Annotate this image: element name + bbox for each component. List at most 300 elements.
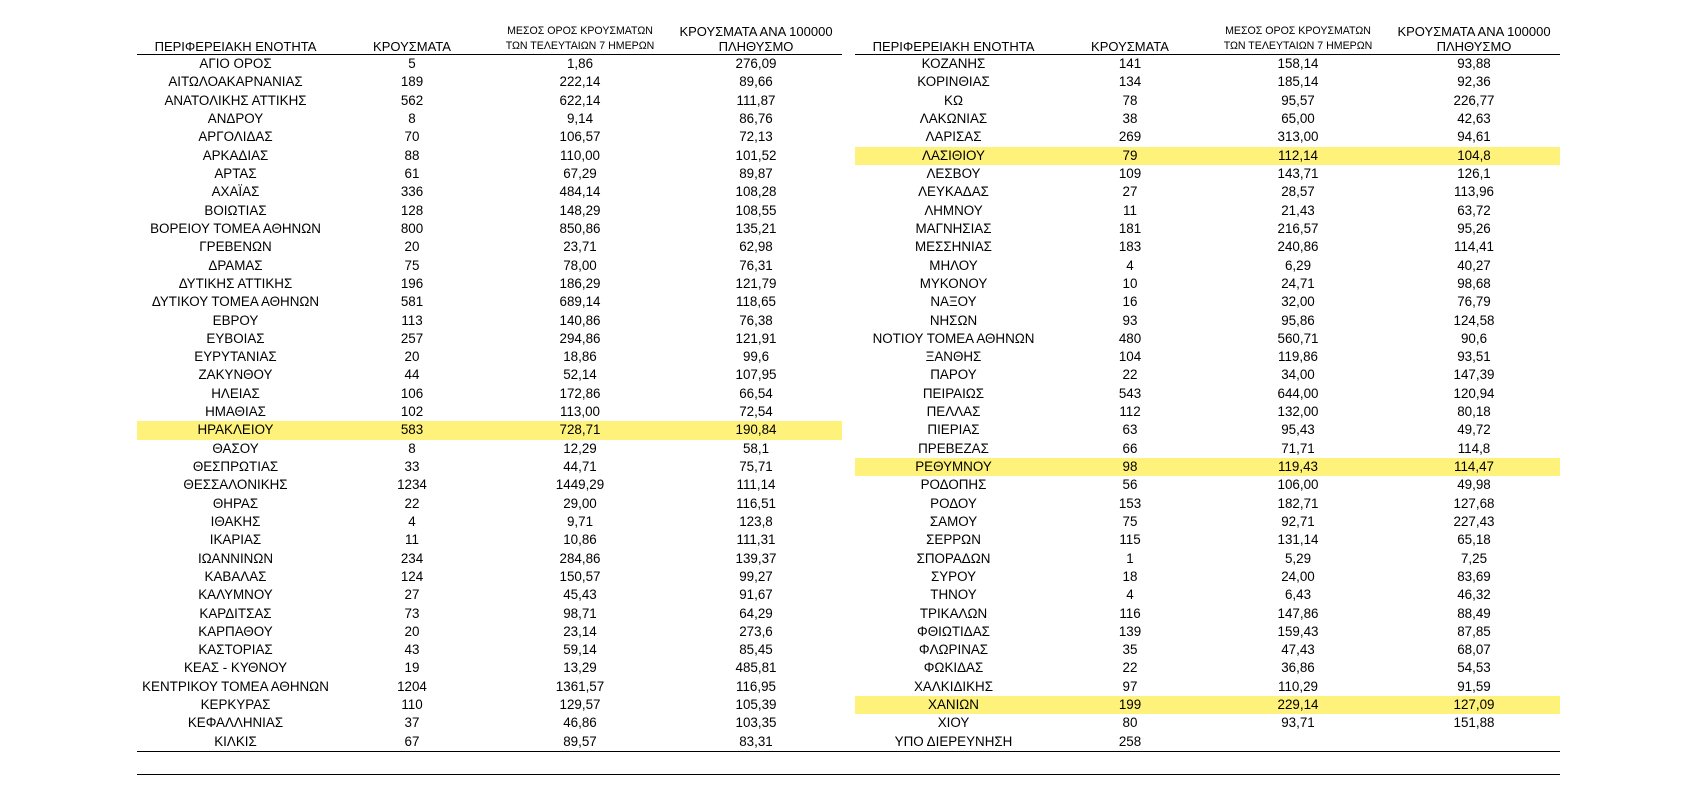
cell-cases: 153 — [1118, 495, 1142, 511]
cell-region: ΚΩ — [944, 92, 963, 108]
cell-avg7: 6,43 — [1284, 587, 1312, 603]
cell-per100k: 80,18 — [1457, 404, 1491, 420]
cell-region: ΚΙΛΚΙΣ — [214, 733, 257, 749]
cell-region: ΣΑΜΟΥ — [929, 513, 978, 529]
cell-avg7: 9,14 — [566, 111, 594, 127]
cell-avg7: 182,71 — [1277, 495, 1319, 511]
table-row — [137, 220, 842, 238]
tables-container — [137, 24, 1560, 751]
table-row — [137, 513, 842, 531]
cell-avg7: 110,29 — [1278, 678, 1318, 694]
cell-avg7: 65,00 — [1281, 111, 1315, 127]
table-row — [137, 421, 842, 439]
cell-region: ΚΑΒΑΛΑΣ — [204, 568, 267, 584]
table-bottom-rule — [137, 751, 1560, 752]
cell-per100k: 58,1 — [742, 440, 770, 456]
cell-cases: 22 — [1122, 367, 1138, 383]
cell-cases: 97 — [1122, 678, 1138, 694]
cell-per100k: 76,79 — [1457, 294, 1491, 310]
table-row — [855, 440, 1560, 458]
header-region: ΠΕΡΙΦΕΡΕΙΑΚΗ ΕΝΟΤΗΤΑ — [137, 24, 334, 55]
cell-per100k: 93,88 — [1457, 56, 1491, 72]
cell-per100k: 124,58 — [1453, 312, 1495, 328]
table-row — [137, 183, 842, 201]
cell-cases: 115 — [1119, 532, 1141, 548]
cell-avg7: 172,86 — [559, 385, 601, 401]
cell-cases: 22 — [404, 495, 420, 511]
cell-per100k: 135,21 — [735, 220, 777, 236]
cell-avg7: 36,86 — [1281, 660, 1315, 676]
table-row — [855, 73, 1560, 91]
cell-per100k: 72,13 — [739, 129, 773, 145]
cell-avg7: 119,43 — [1208, 458, 1388, 476]
cell-region: ΗΡΑΚΛΕΙΟΥ — [137, 421, 334, 439]
cell-cases: 336 — [400, 184, 424, 200]
cell-region: ΤΗΝΟΥ — [930, 587, 977, 603]
table-row — [137, 147, 842, 165]
cell-avg7: 158,14 — [1277, 56, 1319, 72]
cell-region: ΧΑΝΙΩΝ — [855, 696, 1052, 714]
table-row — [855, 220, 1560, 238]
cell-avg7: 148,29 — [559, 202, 601, 218]
cell-avg7: 689,14 — [559, 294, 601, 310]
cell-cases: 102 — [400, 404, 424, 420]
cell-cases: 583 — [334, 421, 490, 439]
cell-per100k: 42,63 — [1457, 111, 1491, 127]
table-row — [855, 311, 1560, 329]
cell-avg7: 484,14 — [559, 184, 601, 200]
cell-region: ΑΝΔΡΟΥ — [207, 111, 264, 127]
cell-region: ΞΑΝΘΗΣ — [925, 349, 982, 365]
page-bottom-rule — [137, 774, 1560, 775]
cell-per100k: 99,27 — [739, 568, 773, 584]
cell-per100k: 105,39 — [735, 697, 777, 713]
cell-cases: 199 — [1052, 696, 1208, 714]
table-row — [137, 495, 842, 513]
cell-avg7: 112,14 — [1208, 147, 1388, 165]
cell-per100k: 227,43 — [1453, 513, 1495, 529]
cell-avg7: 32,00 — [1281, 294, 1315, 310]
table-row — [137, 733, 842, 751]
table-row — [855, 513, 1560, 531]
cell-avg7: 140,86 — [559, 312, 601, 328]
cell-per100k: 273,6 — [739, 623, 773, 639]
cell-cases: 75 — [1122, 513, 1138, 529]
table-row — [137, 311, 842, 329]
cell-per100k: 104,8 — [1388, 147, 1560, 165]
table-row — [137, 165, 842, 183]
cell-cases: 258 — [1118, 733, 1142, 749]
cell-avg7: 1,86 — [566, 56, 594, 72]
cell-region: ΘΕΣΣΑΛΟΝΙΚΗΣ — [183, 477, 288, 493]
table-row — [137, 366, 842, 384]
cell-cases: 562 — [400, 92, 424, 108]
cell-cases: 1204 — [397, 678, 427, 694]
cell-per100k: 111,14 — [736, 477, 776, 493]
cell-per100k: 111,87 — [736, 92, 776, 108]
cell-avg7: 92,71 — [1281, 513, 1315, 529]
cell-avg7: 47,43 — [1281, 642, 1315, 658]
cell-per100k: 120,94 — [1453, 385, 1495, 401]
cell-avg7: 95,43 — [1281, 422, 1315, 438]
cell-avg7: 9,71 — [566, 513, 594, 529]
header-region: ΠΕΡΙΦΕΡΕΙΑΚΗ ΕΝΟΤΗΤΑ — [855, 24, 1052, 55]
cell-per100k: 46,32 — [1457, 587, 1491, 603]
cell-cases: 75 — [404, 257, 420, 273]
cell-region: ΤΡΙΚΑΛΩΝ — [919, 605, 988, 621]
cell-per100k: 118,65 — [736, 294, 776, 310]
cell-cases: 78 — [1122, 92, 1138, 108]
cell-region: ΘΕΣΠΡΩΤΙΑΣ — [192, 459, 279, 475]
table-row — [137, 440, 842, 458]
cell-region: ΣΕΡΡΩΝ — [926, 532, 981, 548]
cell-cases: 22 — [1122, 660, 1138, 676]
table-row — [137, 458, 842, 476]
cell-per100k: 101,52 — [735, 147, 777, 163]
cell-per100k: 98,68 — [1457, 275, 1491, 291]
cell-avg7: 23,71 — [563, 239, 597, 255]
cell-region: ΗΜΑΘΙΑΣ — [205, 404, 266, 420]
cell-region: ΠΕΛΛΑΣ — [926, 404, 981, 420]
table-row — [137, 238, 842, 256]
cell-avg7: 18,86 — [563, 349, 597, 365]
cell-avg7: 52,14 — [563, 367, 597, 383]
cell-cases: 73 — [404, 605, 420, 621]
cell-per100k: 87,85 — [1457, 623, 1491, 639]
cell-region: ΚΑΡΠΑΘΟΥ — [198, 623, 273, 639]
cell-per100k: 114,47 — [1388, 458, 1560, 476]
cell-per100k: 113,96 — [1454, 184, 1494, 200]
cell-avg7: 622,14 — [559, 92, 601, 108]
table-row — [855, 476, 1560, 494]
cell-avg7: 186,29 — [559, 275, 601, 291]
cell-cases: 181 — [1118, 220, 1142, 236]
cell-region: ΑΓΙΟ ΟΡΟΣ — [199, 56, 272, 72]
cell-cases: 183 — [1118, 239, 1142, 255]
cell-avg7: 216,57 — [1277, 220, 1319, 236]
cell-per100k: 89,87 — [739, 166, 773, 182]
cell-per100k: 127,09 — [1388, 696, 1560, 714]
table-row — [855, 128, 1560, 146]
cell-region: ΛΑΚΩΝΙΑΣ — [919, 111, 988, 127]
cell-cases: 10 — [1122, 275, 1138, 291]
cell-cases: 141 — [1118, 56, 1142, 72]
header-cases: ΚΡΟΥΣΜΑΤΑ — [334, 24, 490, 55]
cell-avg7: 46,86 — [563, 715, 597, 731]
cell-avg7: 5,29 — [1284, 550, 1312, 566]
cell-cases: 106 — [400, 385, 424, 401]
cell-per100k: 123,8 — [739, 513, 773, 529]
cell-region: ΝΑΞΟΥ — [930, 294, 977, 310]
cell-region: ΔΡΑΜΑΣ — [208, 257, 263, 273]
cell-avg7: 129,57 — [559, 697, 601, 713]
cell-region: ΑΡΓΟΛΙΔΑΣ — [198, 129, 273, 145]
left-table-header — [137, 24, 842, 55]
cell-region: ΦΛΩΡΙΝΑΣ — [918, 642, 989, 658]
cell-cases: 27 — [1122, 184, 1138, 200]
cell-region: ΕΥΡΥΤΑΝΙΑΣ — [194, 349, 277, 365]
cell-cases: 269 — [1118, 129, 1142, 145]
table-row — [855, 659, 1560, 677]
cell-region: ΜΑΓΝΗΣΙΑΣ — [915, 220, 992, 236]
cell-per100k: 88,49 — [1457, 605, 1491, 621]
table-row — [137, 330, 842, 348]
table-row — [855, 641, 1560, 659]
cell-avg7: 29,00 — [563, 495, 597, 511]
table-row — [855, 165, 1560, 183]
cell-per100k: 93,51 — [1457, 349, 1491, 365]
cell-cases: 20 — [404, 349, 420, 365]
cell-region: ΕΥΒΟΙΑΣ — [206, 330, 265, 346]
cell-per100k: 90,6 — [1460, 330, 1488, 346]
header-row — [137, 24, 842, 55]
cell-region: ΠΕΙΡΑΙΩΣ — [922, 385, 985, 401]
cell-cases: 110 — [401, 697, 423, 713]
cell-cases: 56 — [1122, 477, 1138, 493]
cell-region: ΛΕΣΒΟΥ — [926, 166, 981, 182]
cell-avg7: 12,29 — [563, 440, 597, 456]
cell-per100k: 95,26 — [1457, 220, 1491, 236]
cell-per100k: 121,79 — [735, 275, 777, 291]
cell-region: ΦΩΚΙΔΑΣ — [923, 660, 984, 676]
cell-region: ΜΥΚΟΝΟΥ — [919, 275, 988, 291]
table-row — [137, 623, 842, 641]
cell-region: ΚΕΝΤΡΙΚΟΥ ΤΟΜΕΑ ΑΘΗΝΩΝ — [142, 678, 329, 694]
cell-avg7: 106,00 — [1277, 477, 1319, 493]
table-row — [137, 586, 842, 604]
header-avg7: ΜΕΣΟΣ ΟΡΟΣ ΚΡΟΥΣΜΑΤΩΝ ΤΩΝ ΤΕΛΕΥΤΑΙΩΝ 7 ΗΜΕΡΩΝ — [1208, 24, 1388, 55]
cell-avg7: 110,00 — [560, 147, 600, 163]
cell-avg7: 1449,29 — [555, 477, 605, 493]
cell-per100k: 64,29 — [739, 605, 773, 621]
cell-region: ΕΒΡΟΥ — [212, 312, 259, 328]
right-table-half — [855, 24, 1560, 751]
cell-cases: 189 — [400, 74, 424, 90]
cell-region: ΖΑΚΥΝΘΟΥ — [198, 367, 273, 383]
cell-per100k: 89,66 — [739, 74, 773, 90]
cell-cases: 43 — [404, 642, 420, 658]
cell-per100k: 139,37 — [735, 550, 777, 566]
table-row — [137, 568, 842, 586]
table-row — [855, 385, 1560, 403]
cell-per100k: 54,53 — [1457, 660, 1491, 676]
cell-region: ΛΑΡΙΣΑΣ — [925, 129, 982, 145]
cell-per100k: 63,72 — [1457, 202, 1491, 218]
cell-region: ΛΑΣΙΘΙΟΥ — [855, 147, 1052, 165]
cell-cases: 93 — [1122, 312, 1138, 328]
left-table-body — [137, 55, 842, 751]
cell-region: ΠΙΕΡΙΑΣ — [927, 422, 980, 438]
cell-cases: 8 — [408, 440, 416, 456]
header-per100k: ΚΡΟΥΣΜΑΤΑ ΑΝΑ 100000 ΠΛΗΘΥΣΜΟ — [1388, 24, 1560, 55]
header-cases: ΚΡΟΥΣΜΑΤΑ — [1052, 24, 1208, 55]
cell-region: ΑΝΑΤΟΛΙΚΗΣ ΑΤΤΙΚΗΣ — [164, 92, 307, 108]
cell-cases: 800 — [400, 220, 424, 236]
cell-cases: 33 — [404, 459, 420, 475]
cell-cases: 104 — [1118, 349, 1142, 365]
table-row — [855, 696, 1560, 714]
cell-cases: 128 — [400, 202, 424, 218]
table-row — [855, 92, 1560, 110]
table-row — [855, 55, 1560, 74]
cell-avg7 — [1208, 733, 1388, 751]
table-row — [137, 348, 842, 366]
table-row — [855, 714, 1560, 732]
cell-avg7: 159,43 — [1277, 623, 1319, 639]
cell-per100k: 83,31 — [739, 733, 773, 749]
cell-per100k: 99,6 — [742, 349, 770, 365]
cell-cases: 67 — [404, 733, 420, 749]
cell-region: ΚΕΑΣ - ΚΥΘΝΟΥ — [183, 660, 288, 676]
cell-cases: 196 — [400, 275, 424, 291]
cell-cases: 257 — [400, 330, 424, 346]
table-row — [137, 128, 842, 146]
cell-region: ΒΟΡΕΙΟΥ ΤΟΜΕΑ ΑΘΗΝΩΝ — [150, 220, 321, 236]
cell-region: ΜΕΣΣΗΝΙΑΣ — [915, 239, 992, 255]
cell-avg7: 95,86 — [1281, 312, 1315, 328]
cell-avg7: 222,14 — [559, 74, 601, 90]
cell-cases: 63 — [1122, 422, 1138, 438]
table-row — [137, 55, 842, 74]
cell-per100k: 92,36 — [1457, 74, 1491, 90]
cell-region: ΒΟΙΩΤΙΑΣ — [204, 202, 267, 218]
cell-cases: 35 — [1122, 642, 1138, 658]
left-table-half — [137, 24, 842, 751]
cell-cases: 4 — [1126, 587, 1134, 603]
table-row — [855, 678, 1560, 696]
cell-cases: 8 — [408, 111, 416, 127]
right-table-header — [855, 24, 1560, 55]
cell-per100k: 107,95 — [735, 367, 777, 383]
cell-cases: 27 — [404, 587, 420, 603]
cell-per100k: 116,95 — [736, 678, 776, 694]
cell-region: ΔΥΤΙΚΗΣ ΑΤΤΙΚΗΣ — [178, 275, 293, 291]
table-row — [137, 641, 842, 659]
cell-per100k: 72,54 — [739, 404, 773, 420]
cell-avg7: 6,29 — [1284, 257, 1312, 273]
cell-avg7: 24,00 — [1281, 568, 1315, 584]
cell-region: ΠΑΡΟΥ — [930, 367, 977, 383]
cell-avg7: 78,00 — [563, 257, 597, 273]
cell-avg7: 185,14 — [1277, 74, 1319, 90]
cell-region: ΡΟΔΟΠΗΣ — [920, 477, 987, 493]
table-row — [855, 586, 1560, 604]
header-per100k: ΚΡΟΥΣΜΑΤΑ ΑΝΑ 100000 ΠΛΗΘΥΣΜΟ — [670, 24, 842, 55]
cell-per100k: 75,71 — [739, 459, 773, 475]
table-row — [137, 385, 842, 403]
table-row — [855, 183, 1560, 201]
cell-avg7: 1361,57 — [555, 678, 605, 694]
cell-avg7: 644,00 — [1277, 385, 1319, 401]
cell-cases: 234 — [400, 550, 424, 566]
cell-cases: 4 — [408, 513, 416, 529]
cell-cases: 480 — [1118, 330, 1142, 346]
cell-per100k: 66,54 — [739, 385, 773, 401]
cell-per100k: 190,84 — [670, 421, 842, 439]
table-row — [137, 476, 842, 494]
cell-region: ΔΥΤΙΚΟΥ ΤΟΜΕΑ ΑΘΗΝΩΝ — [151, 294, 320, 310]
table-row — [855, 330, 1560, 348]
cell-avg7: 23,14 — [563, 623, 597, 639]
cell-region: ΥΠΟ ΔΙΕΡΕΥΝΗΣΗ — [894, 733, 1013, 749]
cell-avg7: 44,71 — [563, 459, 597, 475]
cell-avg7: 113,00 — [560, 404, 600, 420]
table-row — [137, 696, 842, 714]
table-row — [855, 604, 1560, 622]
cell-region: ΚΟΖΑΝΗΣ — [921, 56, 986, 72]
cell-cases: 109 — [1118, 166, 1142, 182]
cell-region: ΙΚΑΡΙΑΣ — [209, 532, 262, 548]
cell-avg7: 13,29 — [563, 660, 597, 676]
cell-cases: 11 — [405, 532, 419, 548]
cell-avg7: 728,71 — [490, 421, 670, 439]
cell-avg7: 147,86 — [1277, 605, 1319, 621]
right-table-body — [855, 55, 1560, 751]
cell-per100k: 151,88 — [1453, 715, 1495, 731]
cell-avg7: 89,57 — [563, 733, 597, 749]
cell-per100k: 114,41 — [1454, 239, 1494, 255]
cell-per100k: 94,61 — [1457, 129, 1491, 145]
table-row — [137, 92, 842, 110]
table-row — [855, 568, 1560, 586]
cell-region: ΘΑΣΟΥ — [212, 440, 259, 456]
table-row — [137, 293, 842, 311]
table-row — [137, 531, 842, 549]
cell-cases: 79 — [1052, 147, 1208, 165]
cell-region: ΛΗΜΝΟΥ — [924, 202, 983, 218]
cell-region: ΝΟΤΙΟΥ ΤΟΜΕΑ ΑΘΗΝΩΝ — [872, 330, 1035, 346]
cell-cases: 88 — [404, 147, 420, 163]
cell-cases: 112 — [1119, 404, 1141, 420]
cell-avg7: 21,43 — [1281, 202, 1315, 218]
table-row — [855, 549, 1560, 567]
cell-avg7: 59,14 — [563, 642, 597, 658]
table-row — [855, 110, 1560, 128]
cell-cases: 124 — [400, 568, 424, 584]
cell-region: ΑΙΤΩΛΟΑΚΑΡΝΑΝΙΑΣ — [168, 74, 303, 90]
table-row — [855, 147, 1560, 165]
cell-avg7: 45,43 — [563, 587, 597, 603]
table-row — [855, 202, 1560, 220]
cell-avg7: 850,86 — [559, 220, 601, 236]
table-row — [855, 733, 1560, 751]
cell-avg7: 150,57 — [559, 568, 601, 584]
cell-cases: 16 — [1122, 294, 1138, 310]
cell-cases: 134 — [1118, 74, 1142, 90]
cell-cases: 80 — [1122, 715, 1138, 731]
cell-region: ΑΡΤΑΣ — [214, 166, 257, 182]
cell-avg7: 131,14 — [1277, 532, 1319, 548]
cell-avg7: 24,71 — [1281, 275, 1315, 291]
cell-avg7: 67,29 — [563, 166, 597, 182]
cell-per100k: 65,18 — [1457, 532, 1491, 548]
cell-per100k: 86,76 — [739, 111, 773, 127]
cell-per100k: 85,45 — [739, 642, 773, 658]
table-row — [137, 678, 842, 696]
cell-per100k: 7,25 — [1460, 550, 1488, 566]
cell-region: ΧΙΟΥ — [937, 715, 970, 731]
cell-cases: 70 — [404, 129, 420, 145]
table-row — [137, 202, 842, 220]
cell-per100k: 76,31 — [739, 257, 773, 273]
table-row — [137, 549, 842, 567]
table-row — [855, 238, 1560, 256]
cell-per100k: 116,51 — [736, 495, 776, 511]
cell-per100k: 127,68 — [1453, 495, 1495, 511]
cell-cases: 1234 — [397, 477, 427, 493]
cell-per100k: 121,91 — [735, 330, 777, 346]
table-row — [137, 275, 842, 293]
